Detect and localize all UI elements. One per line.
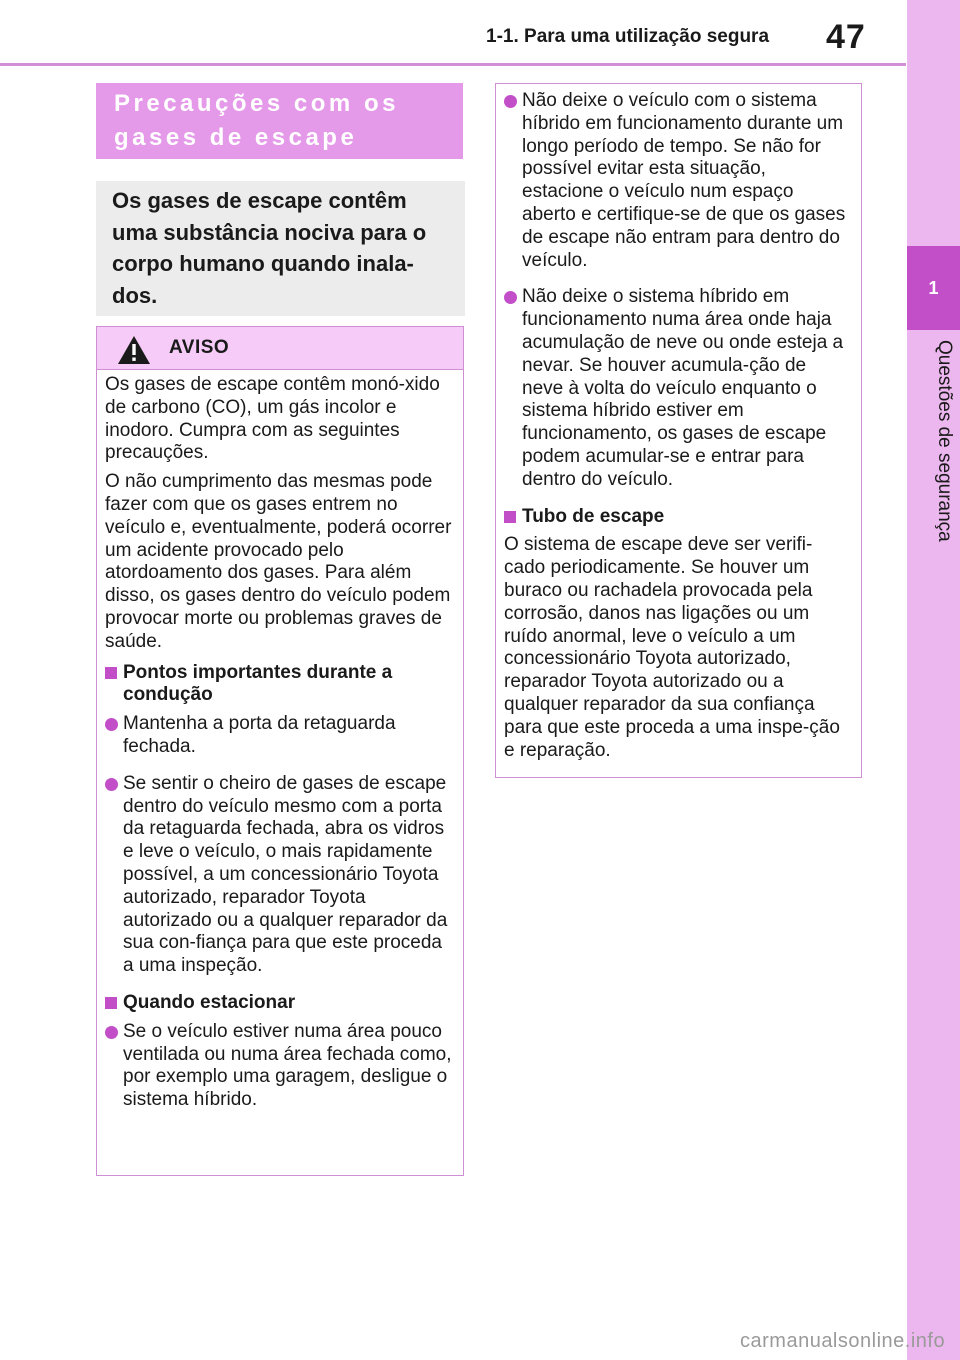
square-bullet-icon bbox=[504, 511, 516, 523]
intro-line: uma substância nociva para o bbox=[112, 219, 427, 245]
warning-body bbox=[97, 370, 463, 1112]
section-title-band bbox=[96, 83, 463, 159]
subheading-text: Pontos importantes durante a condução bbox=[123, 661, 393, 706]
warning-title: AVISO bbox=[169, 337, 230, 358]
chapter-label: Questões de segurança bbox=[934, 340, 955, 542]
bullet-text: Não deixe o veículo com o sistema híbrido em funcionamento durante um longo período de tempo. Se não for possível evitar esta situação, estacione o veículo num espaço aberto e certifique-se de que os gases de escape não entram para dentro do veículo. bbox=[522, 90, 846, 271]
warning-bullet bbox=[105, 1021, 453, 1112]
subheading-text: Tubo de escape bbox=[522, 505, 665, 527]
section-title-line2: gases de escape bbox=[114, 124, 358, 151]
subheading-text: Quando estacionar bbox=[123, 991, 296, 1013]
warning-subheading bbox=[105, 992, 453, 1015]
chapter-number: 1 bbox=[928, 277, 939, 298]
warning-bullet bbox=[504, 286, 851, 491]
right-paragraph: O sistema de escape deve ser verifi-cado periodicamente. Se houver um buraco ou rachadela provocada pela corrosão, danos nas ligações ou um ruído anormal, leve o veículo a um concessionário Toyota autorizado, reparador Toyota autorizado ou a qualquer reparador da sua confiança para que este proceda a uma inspe-ção e reparação. bbox=[504, 534, 840, 761]
intro-box bbox=[96, 181, 465, 316]
warning-header bbox=[97, 327, 463, 370]
warning-subheading bbox=[504, 506, 851, 529]
circle-bullet-icon bbox=[504, 95, 517, 108]
warning-box bbox=[96, 326, 464, 1176]
circle-bullet-icon bbox=[504, 291, 517, 304]
warning-bullet bbox=[105, 773, 453, 978]
chapter-number-box bbox=[907, 246, 960, 330]
bullet-text: Não deixe o sistema híbrido em funcionamento numa área onde haja acumulação de neve ou onde esteja a nevar. Se houver acumula-ção de neve à volta do veículo enquanto o sistema híbrido estiver em funcionamento, os gases de escape podem acumular-se e entrar para dentro do veículo. bbox=[522, 286, 844, 490]
circle-bullet-icon bbox=[105, 718, 118, 731]
chapter-side-tab bbox=[907, 0, 960, 1360]
warning-bullet bbox=[504, 90, 851, 272]
header-title: 1-1. Para uma utilização segura bbox=[486, 26, 770, 47]
intro-line: corpo humano quando inala- bbox=[112, 251, 414, 276]
square-bullet-icon bbox=[105, 667, 117, 679]
watermark: carmanualsonline.info bbox=[740, 1330, 946, 1352]
warning-continuation-box bbox=[495, 83, 862, 778]
section-title-line1: Precauções com os bbox=[114, 90, 399, 117]
circle-bullet-icon bbox=[105, 1026, 118, 1039]
bullet-text: Mantenha a porta da retaguarda fechada. bbox=[123, 713, 396, 757]
header-divider bbox=[0, 63, 906, 66]
warning-bullet bbox=[105, 713, 453, 759]
warning-triangle-icon bbox=[117, 335, 151, 365]
square-bullet-icon bbox=[105, 997, 117, 1009]
circle-bullet-icon bbox=[105, 778, 118, 791]
warning-paragraph: O não cumprimento das mesmas pode fazer com que os gases entrem no veículo e, eventualmente, poderá ocorrer um acidente provocado pelo atordoamento dos gases. Para além disso, os gases dentro do veículo podem provocar morte ou problemas graves de saúde. bbox=[105, 471, 452, 652]
intro-line: Os gases de escape contêm bbox=[112, 188, 407, 213]
page-number: 47 bbox=[826, 18, 866, 56]
bullet-text: Se o veículo estiver numa área pouco ventilada ou numa área fechada como, por exemplo uma garagem, desligue o sistema híbrido. bbox=[123, 1020, 452, 1111]
warning-subheading bbox=[105, 662, 453, 708]
warning-paragraph: Os gases de escape contêm monó-xido de carbono (CO), um gás incolor e inodoro. Cumpra com as seguintes precauções. bbox=[105, 374, 440, 464]
intro-line: dos. bbox=[112, 282, 158, 308]
bullet-text: Se sentir o cheiro de gases de escape dentro do veículo mesmo com a porta da retaguarda fechada, abra os vidros e leve o veículo, o mais rapidamente possível, a um concessionário Toyota autorizado, reparador Toyota autorizado ou a qualquer reparador da sua con-fiança para que este proceda a uma inspeção. bbox=[123, 772, 448, 977]
